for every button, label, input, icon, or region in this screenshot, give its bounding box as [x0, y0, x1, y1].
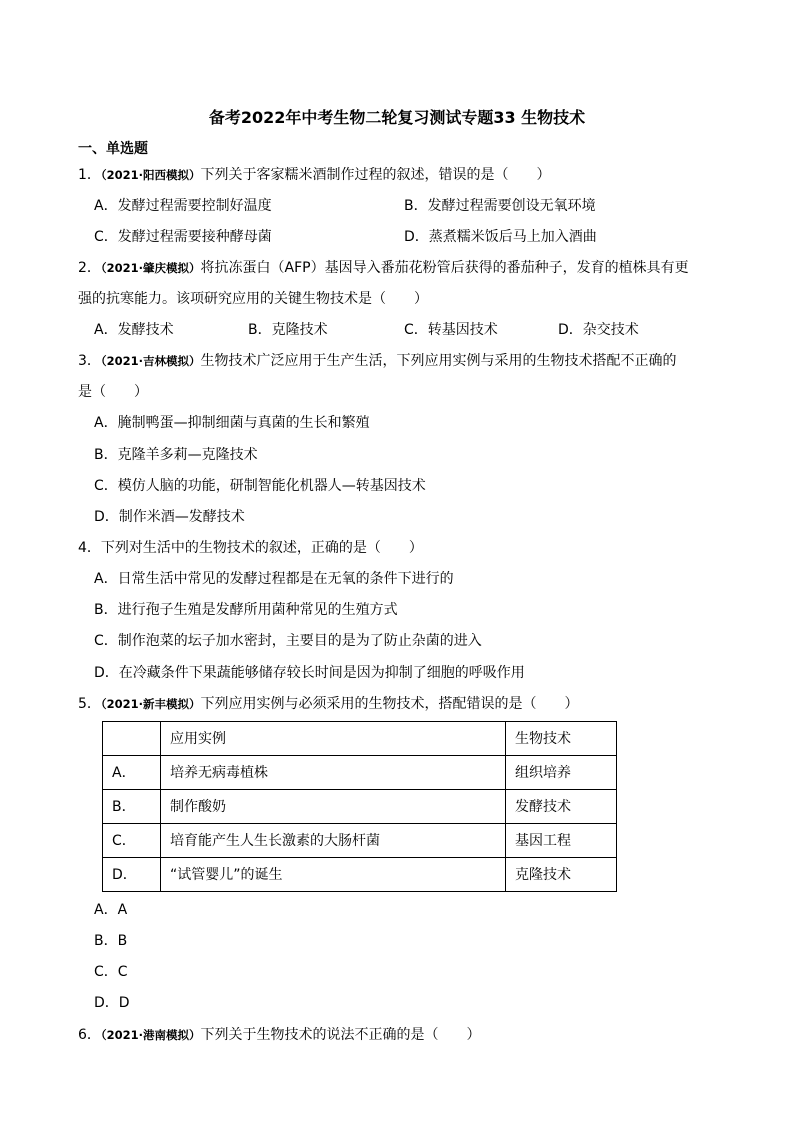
- question-source: （2021·新丰模拟）: [100, 697, 201, 711]
- section-heading: 一、单选题: [78, 141, 148, 157]
- question-text: 下列关于生物技术的说法不正确的是（ ）: [200, 1027, 481, 1043]
- question-text: 生物技术广泛应用于生产生活，下列应用实例与采用的生物技术搭配不正确的: [200, 353, 677, 369]
- table-row: [103, 858, 617, 892]
- question-2: [78, 258, 689, 278]
- question-source: （2021·肇庆模拟）: [100, 261, 201, 275]
- table-row: [103, 790, 617, 824]
- question-source: （2021·吉林模拟）: [100, 354, 201, 368]
- table-row: [103, 756, 617, 790]
- question-number: 2．: [78, 260, 101, 276]
- q5-option-a: A．A: [94, 902, 128, 918]
- q4-option-b: B．进行孢子生殖是发酵所用菌种常见的生殖方式: [94, 602, 398, 618]
- table-cell: 基因工程: [506, 824, 617, 858]
- q4-option-c: C．制作泡菜的坛子加水密封，主要目的是为了防止杂菌的进入: [94, 633, 482, 649]
- table-header-cell: [103, 722, 161, 756]
- q2-option-a: A．发酵技术: [94, 322, 174, 338]
- question-2-continued: 强的抗寒能力。该项研究应用的关键生物技术是（ ）: [78, 291, 428, 307]
- q4-option-d: D．在冷藏条件下果蔬能够储存较长时间是因为抑制了细胞的呼吸作用: [94, 665, 525, 681]
- table-cell: A．: [103, 756, 161, 790]
- table-cell: 制作酸奶: [161, 790, 506, 824]
- q3-option-c: C．模仿人脑的功能，研制智能化机器人—转基因技术: [94, 478, 426, 494]
- table-header-cell: 生物技术: [506, 722, 617, 756]
- question-1: [78, 165, 551, 185]
- question-text: 将抗冻蛋白（AFP）基因导入番茄花粉管后获得的番茄种子，发育的植株具有更: [200, 260, 689, 276]
- question-5: [78, 694, 579, 714]
- table-row: [103, 824, 617, 858]
- question-text: 下列应用实例与必须采用的生物技术，搭配错误的是（ ）: [200, 696, 579, 712]
- table-cell: C．: [103, 824, 161, 858]
- q5-option-c: C．C: [94, 964, 128, 980]
- question-number: 3．: [78, 353, 101, 369]
- table-cell: 克隆技术: [506, 858, 617, 892]
- q5-table: [102, 721, 617, 892]
- question-text: 下列对生活中的生物技术的叙述，正确的是（ ）: [100, 540, 423, 556]
- q4-option-a: A．日常生活中常见的发酵过程都是在无氧的条件下进行的: [94, 571, 454, 587]
- table-header-row: [103, 722, 617, 756]
- q1-option-b: B．发酵过程需要创设无氧环境: [404, 198, 596, 214]
- q3-option-a: A．腌制鸭蛋—抑制细菌与真菌的生长和繁殖: [94, 415, 370, 431]
- question-source: （2021·港南模拟）: [100, 1028, 201, 1042]
- table-cell: 培养无病毒植株: [161, 756, 506, 790]
- page-title: 备考2022年中考生物二轮复习测试专题33 生物技术: [208, 108, 586, 127]
- q3-option-d: D．制作米酒—发酵技术: [94, 509, 245, 525]
- question-source: （2021·阳西模拟）: [100, 168, 201, 182]
- q2-option-c: C．转基因技术: [404, 322, 498, 338]
- q1-option-d: D．蒸煮糯米饭后马上加入酒曲: [404, 229, 597, 245]
- q5-option-d: D．D: [94, 995, 130, 1011]
- table-cell: 培育能产生人生长激素的大肠杆菌: [161, 824, 506, 858]
- table-cell: D．: [103, 858, 161, 892]
- q2-option-b: B．克隆技术: [248, 322, 328, 338]
- question-4: [78, 538, 423, 558]
- q5-option-b: B．B: [94, 933, 128, 949]
- question-number: 1．: [78, 167, 101, 183]
- question-number: 6．: [78, 1027, 101, 1043]
- question-6: [78, 1025, 481, 1045]
- q1-option-c: C．发酵过程需要接种酵母菌: [94, 229, 272, 245]
- question-number: 4．: [78, 540, 101, 556]
- table-cell: “试管婴儿”的诞生: [161, 858, 506, 892]
- question-text: 下列关于客家糯米酒制作过程的叙述，错误的是（ ）: [200, 167, 551, 183]
- question-3: [78, 351, 677, 371]
- table-header-cell: 应用实例: [161, 722, 506, 756]
- table-cell: B．: [103, 790, 161, 824]
- question-3-continued: 是（ ）: [78, 384, 148, 400]
- q3-option-b: B．克隆羊多莉—克隆技术: [94, 447, 258, 463]
- table-cell: 发酵技术: [506, 790, 617, 824]
- table-cell: 组织培养: [506, 756, 617, 790]
- q1-option-a: A．发酵过程需要控制好温度: [94, 198, 272, 214]
- question-number: 5．: [78, 696, 101, 712]
- q2-option-d: D．杂交技术: [558, 322, 639, 338]
